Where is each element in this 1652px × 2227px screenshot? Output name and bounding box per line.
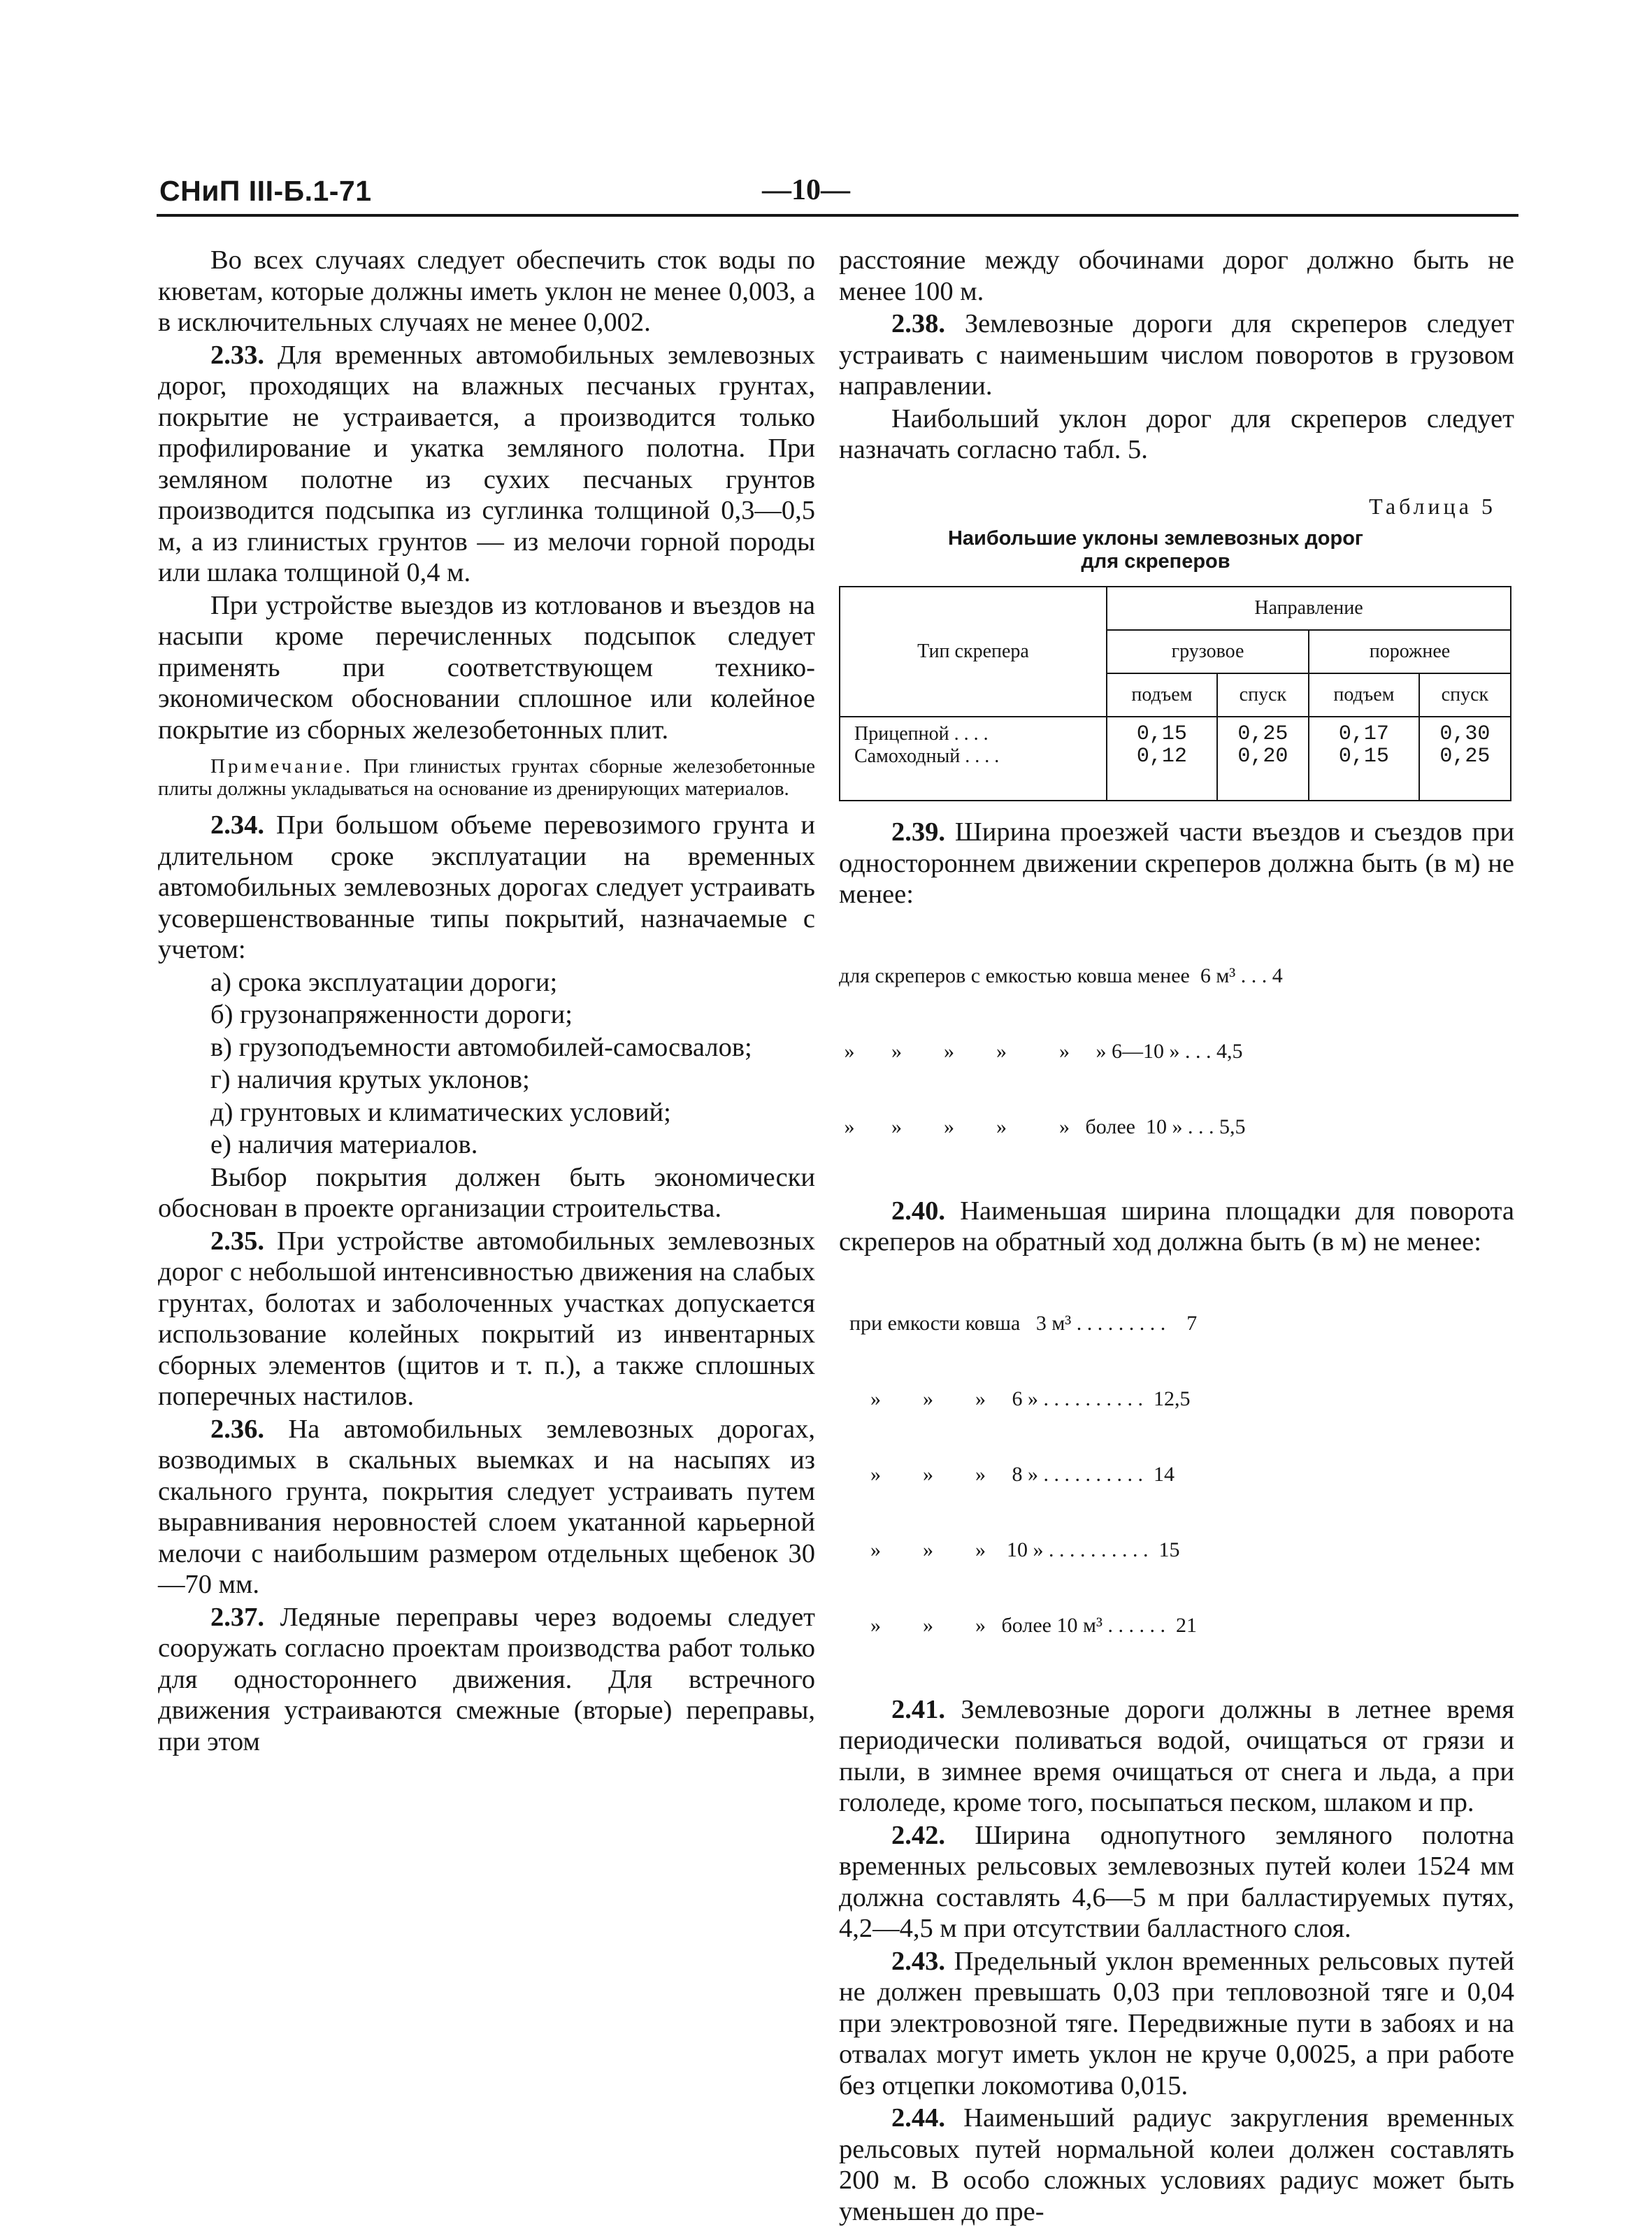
clause-text: Землевозные дороги для скреперов следует устраивать с наименьшим числом поворотов в грузовом направлении. bbox=[839, 309, 1514, 401]
spec-line: » » » 6 » . . . . . . . . . . 12,5 bbox=[839, 1387, 1191, 1410]
document-code: СНиП III-Б.1-71 bbox=[159, 175, 372, 207]
clause-2-34 bbox=[158, 810, 815, 966]
empty-cell bbox=[1419, 773, 1511, 801]
left-column bbox=[158, 245, 815, 1757]
spec-line: при емкости ковша 3 м³ . . . . . . . . . 7 bbox=[839, 1311, 1198, 1335]
turn-area-spec-list bbox=[839, 1261, 1514, 1689]
spec-line: » » » 10 » . . . . . . . . . . 15 bbox=[839, 1538, 1180, 1561]
clause-2-37 bbox=[158, 1602, 815, 1758]
table-title-line: для скреперов bbox=[1081, 550, 1230, 573]
clause-2-43 bbox=[839, 1946, 1514, 2102]
clause-text: Наименьший радиус закругления временных рельсовых путей нормальной колеи должен составлять 200 м. В особо сложных условиях радиус может быть уменьшен до пре- bbox=[839, 2103, 1514, 2226]
clause-text: При большом объеме перевозимого грунта и длительном сроке эксплуатации на временных автомобильных землевозных дорогах следует устраивать усовершенствованные типы покрытий, назначаемые с учетом: bbox=[158, 810, 815, 964]
clause-text: Предельный уклон временных рельсовых путей не должен превышать 0,03 при тепловозной тяге и 0,04 при электровозной тяге. Передвижные пути в забоях и на отвалах могут иметь уклон не круче 0,0025, а при работе без отцепки локомотива 0,015. bbox=[839, 1946, 1514, 2100]
clause-2-42 bbox=[839, 1820, 1514, 1945]
spec-line: для скреперов с емкостью ковша менее 6 м³ . . . 4 bbox=[839, 964, 1283, 987]
note-label: Примечание. bbox=[210, 755, 354, 778]
row-name: Прицепной . . . . bbox=[854, 723, 989, 745]
cell-value bbox=[1419, 717, 1511, 773]
empty-cell bbox=[1107, 773, 1217, 801]
clause-2-44 bbox=[839, 2103, 1514, 2227]
header-down: спуск bbox=[1217, 673, 1309, 717]
clause-text: Землевозные дороги должны в летнее время периодически поливаться водой, очищаться от грязи и пыли, в зимнее время очищаться от снега и льда, а при гололеде, кроме того, посыпаться песком, шлаком и пр. bbox=[839, 1694, 1514, 1817]
paragraph-choice: Выбор покрытия должен быть экономически обоснован в проекте организации строительства. bbox=[158, 1162, 815, 1223]
clause-text: Для временных автомобильных землевозных дорог, проходящих на влажных песчаных грунтах, покрытие не устраивается, а производится только профилирование и укатка земляного полотна. При земляном полотне из сухих песчаных грунтов производится подсыпка из суглинка толщиной 0,3—0,5 м, а из глинистых грунтов — из мелочи горной породы или шлака толщиной 0,4 м. bbox=[158, 340, 815, 587]
clause-2-38 bbox=[839, 308, 1514, 402]
clause-text: Наименьшая ширина площадки для поворота скреперов на обратный ход должна быть (в м) не менее: bbox=[839, 1196, 1514, 1256]
header-empty: порожнее bbox=[1309, 630, 1511, 673]
header-direction: Направление bbox=[1107, 587, 1511, 630]
value: 0,15 bbox=[1338, 745, 1389, 768]
clause-number: 2.41. bbox=[891, 1694, 945, 1724]
header-rule bbox=[157, 214, 1518, 217]
list-item: б) грузонапряженности дороги; bbox=[210, 1000, 573, 1029]
page-number: —10— bbox=[762, 174, 850, 206]
clause-number: 2.40. bbox=[891, 1196, 945, 1226]
table-title-line: Наибольшие уклоны землевозных дорог bbox=[947, 527, 1364, 550]
clause-number: 2.43. bbox=[891, 1946, 945, 1976]
clause-text: Ширина однопутного земляного полотна временных рельсовых землевозных путей колеи 1524 мм должна составлять 4,6—5 м при балластируемых путях, 4,2—4,5 м при отсутствии балластного слоя. bbox=[839, 1820, 1514, 1943]
empty-cell bbox=[840, 773, 1107, 801]
row-name: Самоходный . . . . bbox=[854, 745, 1000, 767]
clause-number: 2.34. bbox=[210, 810, 264, 840]
paragraph-continuation: расстояние между обочинами дорог должно быть не менее 100 м. bbox=[839, 245, 1514, 306]
value: 0,25 bbox=[1439, 745, 1491, 768]
spec-line: » » » более 10 м³ . . . . . . 21 bbox=[839, 1613, 1197, 1637]
paragraph-drainage: Во всех случаях следует обеспечить сток воды по кюветам, которые должны иметь уклон не менее 0,003, а в исключительных случаях не менее 0,002. bbox=[158, 245, 815, 337]
clause-text: Ширина проезжей части въездов и съездов при одностороннем движении скреперов должна быть (в м) не менее: bbox=[839, 817, 1514, 909]
clause-number: 2.39. bbox=[891, 817, 945, 847]
clause-text: Ледяные переправы через водоемы следует сооружать согласно проектам производства работ только для одностороннего движения. Для встречного движения устраиваются смежные (вторые) переправы, при этом bbox=[158, 1602, 815, 1756]
paragraph-exits: При устройстве выездов из котлованов и въездов на насыпи кроме перечисленных подсыпок следует применять при соответствующем технико-экономическом обосновании сплошное или колейное покрытие из сборных железобетонных плит. bbox=[158, 590, 815, 745]
clause-2-36 bbox=[158, 1414, 815, 1601]
clause-number: 2.38. bbox=[891, 309, 945, 338]
right-column bbox=[839, 245, 1514, 2227]
slopes-table bbox=[839, 586, 1511, 801]
spec-line: » » » 8 » . . . . . . . . . . 14 bbox=[839, 1462, 1175, 1486]
table-title bbox=[839, 527, 1514, 573]
clause-2-33 bbox=[158, 340, 815, 589]
value: 0,20 bbox=[1237, 745, 1288, 768]
cell-value bbox=[1309, 717, 1419, 773]
cell-scraper-type bbox=[840, 717, 1107, 773]
spec-line: » » » » » более 10 » . . . 5,5 bbox=[839, 1115, 1246, 1138]
clause-text: При устройстве автомобильных землевозных дорог с небольшой интенсивностью движения на слабых грунтах, болотах и заболоченных участках допускается использование колейных покрытий из инвентарных сборных элементов (щитов и т. п.), а также сплошных поперечных настилов. bbox=[158, 1226, 815, 1411]
clause-number: 2.35. bbox=[210, 1226, 264, 1256]
header-down: спуск bbox=[1419, 673, 1511, 717]
empty-cell bbox=[1309, 773, 1419, 801]
header-up: подъем bbox=[1107, 673, 1217, 717]
table-row bbox=[840, 717, 1511, 773]
value: 0,25 bbox=[1237, 722, 1288, 746]
clause-number: 2.33. bbox=[210, 340, 264, 370]
header-scraper-type: Тип скрепера bbox=[840, 587, 1107, 717]
clause-2-35 bbox=[158, 1226, 815, 1412]
value: 0,30 bbox=[1439, 722, 1491, 746]
value: 0,17 bbox=[1338, 722, 1389, 746]
empty-cell bbox=[1217, 773, 1309, 801]
clause-2-41 bbox=[839, 1694, 1514, 1819]
clause-2-40 bbox=[839, 1196, 1514, 1258]
cell-value bbox=[1217, 717, 1309, 773]
clause-text: На автомобильных землевозных дорогах, возводимых в скальных выемках и на насыпях из скального грунта, покрытия следует устраивать путем выравнивания неровностей слоем укатанной карьерной мелочи с наибольшим размером отдельных щебенок 30—70 мм. bbox=[158, 1414, 815, 1599]
clause-number: 2.37. bbox=[210, 1602, 264, 1632]
table-bottom-row bbox=[840, 773, 1511, 801]
header-loaded: грузовое bbox=[1107, 630, 1309, 673]
table-header-row bbox=[840, 587, 1511, 630]
paragraph-slope-ref: Наибольший уклон дорог для скреперов следует назначать согласно табл. 5. bbox=[839, 403, 1514, 464]
cell-value bbox=[1107, 717, 1217, 773]
list-item: е) наличия материалов. bbox=[210, 1130, 478, 1159]
clause-number: 2.44. bbox=[891, 2103, 945, 2133]
header-up: подъем bbox=[1309, 673, 1419, 717]
value: 0,15 bbox=[1136, 722, 1187, 746]
note-text: При глинистых грунтах сборные железобетонные плиты должны укладываться на основание из дренирующих материалов. bbox=[158, 755, 815, 800]
list-item: г) наличия крутых уклонов; bbox=[210, 1065, 530, 1094]
width-spec-list bbox=[839, 913, 1514, 1190]
clause-number: 2.36. bbox=[210, 1414, 264, 1444]
clause-number: 2.42. bbox=[891, 1820, 945, 1850]
clause-2-39 bbox=[839, 817, 1514, 910]
note bbox=[158, 755, 815, 800]
list-item: д) грунтовых и климатических условий; bbox=[210, 1097, 671, 1127]
spec-line: » » » » » » 6—10 » . . . 4,5 bbox=[839, 1039, 1243, 1063]
table-label: Таблица 5 bbox=[1369, 493, 1496, 519]
list-item: а) срока эксплуатации дороги; bbox=[210, 967, 558, 997]
value: 0,12 bbox=[1136, 745, 1187, 768]
list-item: в) грузоподъемности автомобилей-самосвалов; bbox=[210, 1032, 752, 1062]
